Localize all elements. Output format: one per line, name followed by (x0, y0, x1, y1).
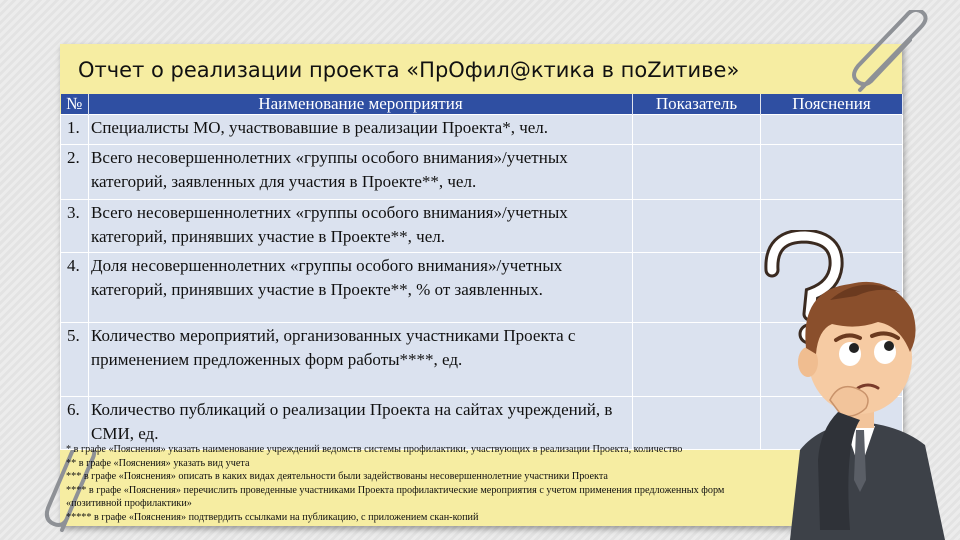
row-number: 4. (61, 253, 89, 323)
table-row (61, 145, 903, 200)
row-number: 3. (61, 200, 89, 253)
header-indicator: Показатель (633, 94, 761, 115)
header-number: № (61, 94, 89, 115)
row-event-name: Всего несовершеннолетних «группы особого внимания»/учетных категорий, заявленных для участия в Проекте**, чел. (89, 145, 633, 200)
footnote: *** в графе «Пояснения» описать в каких видах деятельности были задействованы несовершеннолетние участники Проекта (66, 471, 608, 482)
row-number: 5. (61, 323, 89, 397)
header-notes: Пояснения (761, 94, 903, 115)
notes-cell[interactable] (761, 115, 903, 145)
row-event-name: Всего несовершеннолетних «группы особого внимания»/учетных категорий, принявших участие в Проекте**, чел. (89, 200, 633, 253)
indicator-cell[interactable] (633, 323, 761, 397)
indicator-cell[interactable] (633, 115, 761, 145)
row-number: 2. (61, 145, 89, 200)
footnote: ***** в графе «Пояснения» подтвердить ссылками на публикацию, с приложением скан-копий (66, 511, 479, 523)
table-row (61, 115, 903, 145)
row-event-name: Специалисты МО, участвовавшие в реализации Проекта*, чел. (89, 115, 633, 145)
page-title: Отчет о реализации проекта «ПрОфил@ктика в поZитиве» (78, 58, 740, 82)
row-number: 6. (61, 397, 89, 450)
row-event-name: Количество мероприятий, организованных участниками Проекта с применением предложенных форм работы****, ед. (89, 323, 633, 397)
indicator-cell[interactable] (633, 253, 761, 323)
row-event-name: Количество публикаций о реализации Проекта на сайтах учреждений, в СМИ, ед. (89, 397, 633, 450)
thinking-man-illustration (760, 230, 960, 540)
footnote: * в графе «Пояснения» указать наименование учреждений ведомств системы профилактики, участвующих в реализации Проекта, количество (66, 444, 683, 455)
indicator-cell[interactable] (633, 397, 761, 450)
footnote: **** в графе «Пояснения» перечислить проведенные участниками Проекта профилактические мероприятия с учетом применения предложенных форм (66, 484, 725, 496)
row-number: 1. (61, 115, 89, 145)
paperclip-icon (850, 10, 940, 100)
table-header-row (61, 94, 903, 115)
notes-cell[interactable] (761, 145, 903, 200)
header-event-name: Наименование мероприятия (89, 94, 633, 115)
indicator-cell[interactable] (633, 200, 761, 253)
footnote: «позитивной профилактики» (66, 498, 192, 509)
footnote: ** в графе «Пояснения» указать вид учета (66, 457, 250, 469)
indicator-cell[interactable] (633, 145, 761, 200)
row-event-name: Доля несовершеннолетних «группы особого внимания»/учетных категорий, принявших участие в Проекте**, % от заявленных. (89, 253, 633, 323)
